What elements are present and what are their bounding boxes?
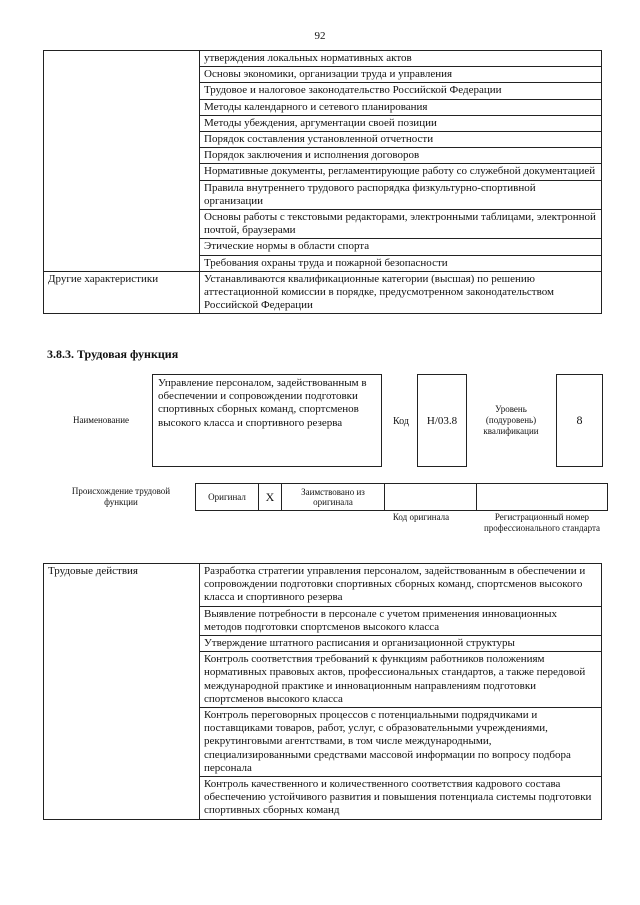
code-original-label: Код оригинала [392, 512, 450, 522]
original-label: Оригинал [196, 484, 259, 511]
table-cell-right: Выявление потребности в персонале с учетом применения инновационных методов подготовки спортсменов высокого класса [200, 606, 602, 635]
table-cell-right: Основы экономики, организации труда и управления [200, 67, 602, 83]
table-cell-left: Другие характеристики [44, 271, 200, 314]
table-cell-left: Трудовые действия [44, 564, 200, 820]
table-cell-right: Устанавливаются квалификационные категории (высшая) по решению аттестационной комиссии в порядке, предусмотренном законодательством Российской Федерации [200, 271, 602, 314]
borrowed-label: Заимствовано из оригинала [282, 484, 385, 511]
code-original-cell [385, 484, 477, 511]
table-cell-left [44, 51, 200, 272]
knowledge-table [43, 50, 602, 314]
table-cell-right: Порядок заключения и исполнения договоров [200, 148, 602, 164]
table-row [44, 564, 602, 607]
table-row [44, 271, 602, 314]
page-number: 92 [314, 30, 326, 42]
labor-actions-table [43, 563, 602, 820]
name-label: Наименование [72, 415, 130, 425]
section-heading: 3.8.3. Трудовая функция [47, 347, 179, 361]
table-cell-right: Разработка стратегии управления персоналом, задействованным в обеспечении и сопровождении подготовки спортивных сборных команд, спортсменов высокого класса и спортивного резерва [200, 564, 602, 607]
table-cell-right: утверждения локальных нормативных актов [200, 51, 602, 67]
table-cell-right: Контроль переговорных процессов с потенциальными подрядчиками и поставщиками товаров, работ, услуг, с образовательными учреждениями, рекрутинговыми агентствами, в том числе международными, специализированными средствами массовой информации по вопросу подбора персонала [200, 708, 602, 777]
origin-label: Происхождение трудовой функции [71, 486, 171, 507]
level-box [556, 374, 603, 467]
table-cell-right: Методы убеждения, аргументации своей позиции [200, 115, 602, 131]
table-cell-right: Контроль соответствия требований к функциям работников положениям нормативных правовых актов, профессиональных стандартов, а также передовой международной практике и инновационным направлениям подготовки спортсменов высокого класса [200, 652, 602, 708]
origin-table [195, 483, 608, 511]
function-name-box: Управление персоналом, задействованным в обеспечении и сопровождении подготовки спортивных сборных команд, спортсменов высокого класса и спортивного резерва [152, 374, 382, 467]
table-cell-right: Утверждение штатного расписания и организационной структуры [200, 636, 602, 652]
table-cell-right: Этические нормы в области спорта [200, 239, 602, 255]
reg-number-cell [477, 484, 608, 511]
table-cell-right: Правила внутреннего трудового распорядка физкультурно-спортивной организации [200, 180, 602, 209]
table-row [44, 51, 602, 67]
table-cell-right: Требования охраны труда и пожарной безопасности [200, 255, 602, 271]
level-value: 8 [576, 413, 583, 427]
table-cell-right: Основы работы с текстовыми редакторами, электронными таблицами, электронной почтой, браузерами [200, 210, 602, 239]
original-mark: X [259, 484, 282, 511]
table-cell-right: Нормативные документы, регламентирующие работу со служебной документацией [200, 164, 602, 180]
table-cell-right: Трудовое и налоговое законодательство Российской Федерации [200, 83, 602, 99]
code-label: Код [393, 416, 409, 427]
table-cell-right: Контроль качественного и количественного соответствия кадрового состава обеспечению устойчивого развития и повышения потенциала системы подготовки спортивных сборных команд [200, 777, 602, 820]
table-cell-right: Порядок составления установленной отчетности [200, 132, 602, 148]
code-box [417, 374, 467, 467]
reg-number-label: Регистрационный номер профессионального стандарта [483, 512, 601, 533]
table-cell-right: Методы календарного и сетевого планирования [200, 99, 602, 115]
code-value: Н/03.8 [426, 414, 458, 427]
level-label: Уровень (подуровень) квалификации [483, 404, 539, 436]
